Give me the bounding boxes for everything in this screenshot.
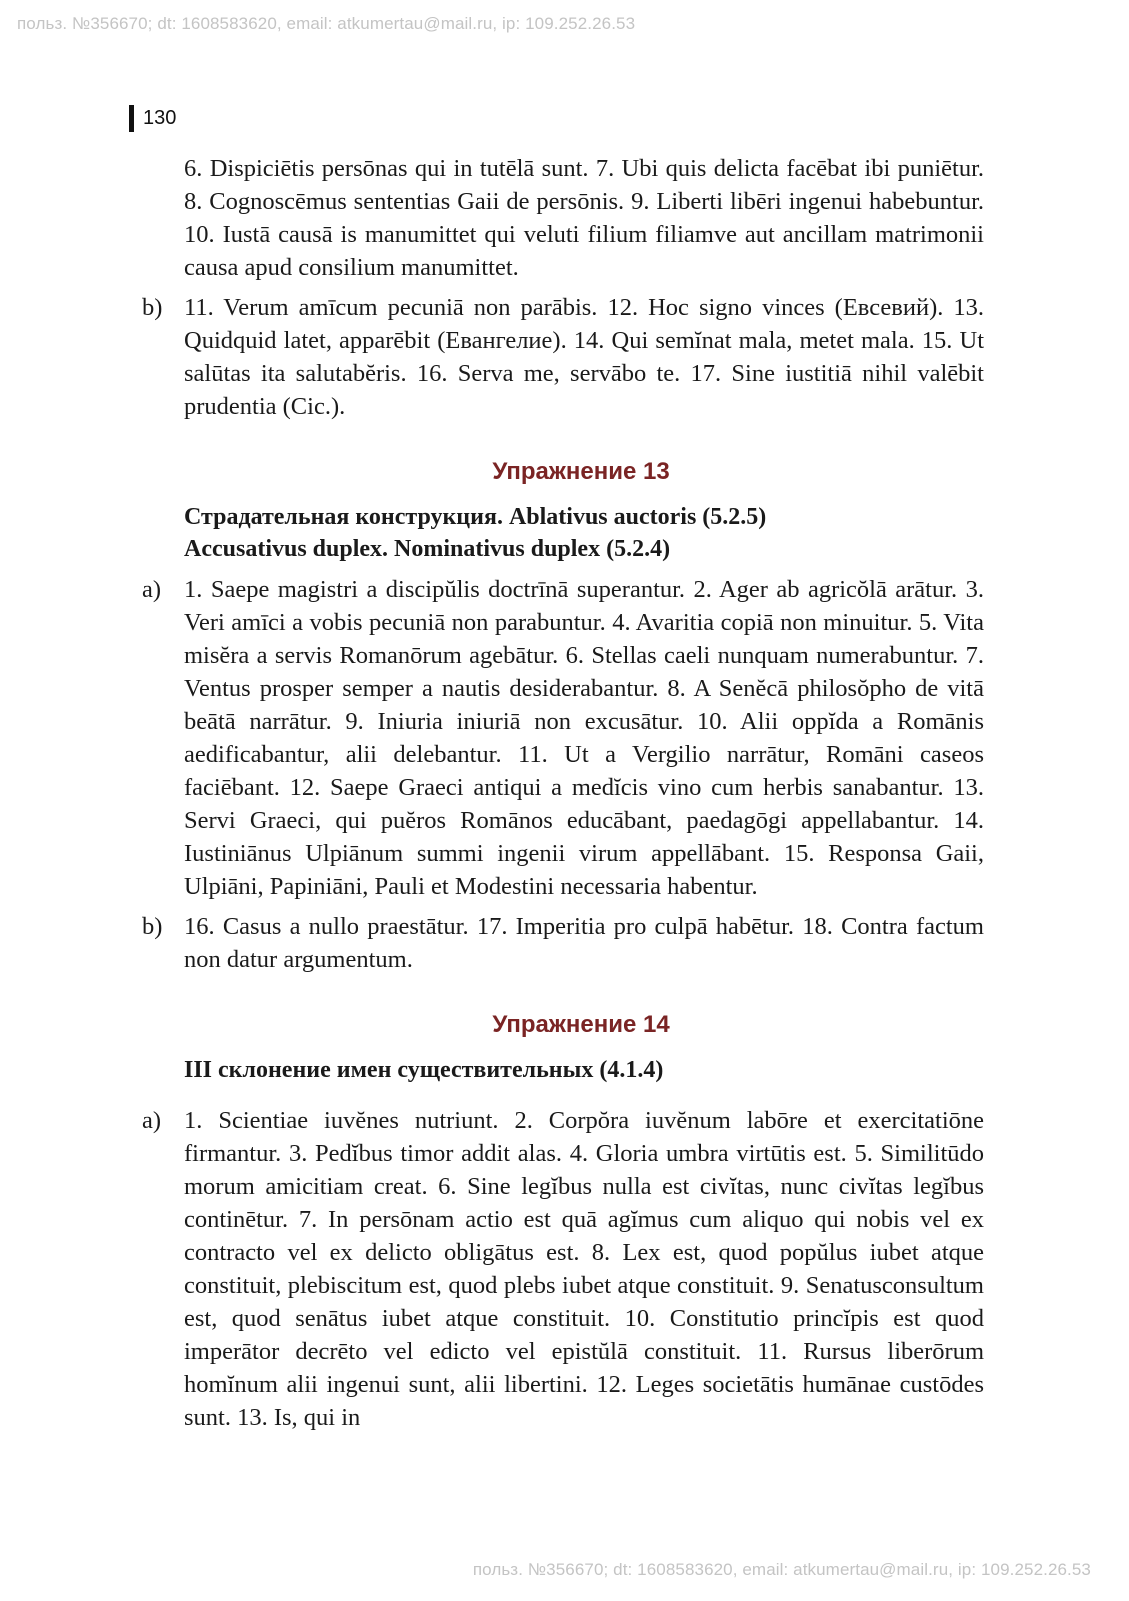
watermark-top: польз. №356670; dt: 1608583620, email: atkumertau@mail.ru, ip: 109.252.26.53: [17, 14, 636, 33]
exercise-13-topic: [142, 501, 984, 565]
page-content: [142, 152, 984, 1434]
list-marker: b): [142, 294, 163, 321]
paragraph-text: 1. Scientiae iuvĕnes nutriunt. 2. Corpŏra iuvĕnum labōre et exercitatiōne firmantur. 3. Pedĭbus timor addit alas. 4. Gloria umbra virtūtis est. 5. Similitūdo morum amicitiam creat. 6. Sine legĭbus nulla est civĭtas, nunc civĭtas legĭbus continētur. 7. In persōnam actio est quā agĭmus cum aliquo qui nobis vel ex contracto vel ex delicto obligātus est. 8. Lex est, quod popŭlus iubet atque constituit, plebiscitum est, quod plebs iubet atque constituit. 9. Senatusconsultum est, quod senātus iubet atque constituit. 10. Constitutio princĭpis est quod imperātor decrēto vel edicto vel epistŭlā constituit. 11. Rursus liberōrum homĭnum alii ingenui sunt, alii libertini. 12. Leges societātis humānae custōdes sunt. 13. Is, qui in: [184, 1107, 984, 1431]
list-marker: a): [142, 1107, 162, 1134]
paragraph-text: 6. Dispiciētis persōnas qui in tutēlā sunt. 7. Ubi quis delicta facēbat ibi puniētur. 8. Cognoscēmus sententias Gaii de persōnis. 9. Liberti libēri ingenui habebuntur. 10. Iustā causā is manumittet qui veluti filium filiamve aut ancillam matrimonii causa apud consilium manumittet.: [184, 155, 984, 281]
page-number: 130: [143, 107, 177, 129]
topic-line-1: III склонение имен существительных (4.1.4): [184, 1057, 664, 1083]
exercise-14-topic: [142, 1054, 984, 1086]
exercise-13-title: Упражнение 13: [492, 458, 670, 485]
list-marker: a): [142, 576, 162, 603]
paragraph-text: 11. Verum amīcum pecuniā non parābis. 12. Hoc signo vinces (Евсевий). 13. Quidquid latet, apparēbit (Евангелие). 14. Qui semĭnat mala, metet mala. 15. Ut salūtas ita salutabĕris. 16. Serva me, servābo te. 17. Sine iustitiā nihil valēbit prudentia (Cic.).: [184, 294, 984, 420]
topic-line-2: Accusativus duplex. Nominativus duplex (5.2.4): [184, 536, 671, 562]
paragraph-b-ex12: [142, 291, 984, 423]
page-number-block: [129, 105, 176, 132]
exercise-14-title: Упражнение 14: [492, 1011, 670, 1038]
paragraph-a-ex14: [142, 1104, 984, 1434]
paragraph-text: 16. Casus a nullo praestātur. 17. Imperitia pro culpā habētur. 18. Contra factum non datur argumentum.: [184, 913, 984, 973]
paragraph-b-ex13: [142, 910, 984, 976]
paragraph-a-ex13: [142, 573, 984, 903]
page-number-bar: [129, 105, 134, 132]
list-marker: b): [142, 913, 163, 940]
paragraph-continuation: [142, 152, 984, 284]
topic-line-1: Страдательная конструкция. Ablativus auctoris (5.2.5): [184, 504, 767, 530]
paragraph-text: 1. Saepe magistri a discipŭlis doctrīnā superantur. 2. Ager ab agricŏlā arātur. 3. Veri amīci a vobis pecuniā non parabuntur. 4. Avaritia copiā non minuitur. 5. Vita misĕra a servis Romanōrum agebātur. 6. Stellas caeli nunquam numerabuntur. 7. Ventus prosper semper a nautis desiderabantur. 8. A Senĕcā philosŏpho de vitā beātā narrātur. 9. Iniuria iniuriā non excusātur. 10. Alii oppĭda a Romānis aedificabantur, alii delebantur. 11. Ut a Vergilio narrātur, Romāni caseos faciēbant. 12. Saepe Graeci antiqui a medĭcis vino cum herbis sanabantur. 13. Servi Graeci, qui puĕros Romānos educābant, paedagōgi appellabantur. 14. Iustiniānus Ulpiānum summi ingenii virum appellābant. 15. Responsa Gaii, Ulpiāni, Papiniāni, Pauli et Modestini necessaria habentur.: [184, 576, 984, 900]
watermark-bottom: польз. №356670; dt: 1608583620, email: atkumertau@mail.ru, ip: 109.252.26.53: [472, 1560, 1091, 1579]
